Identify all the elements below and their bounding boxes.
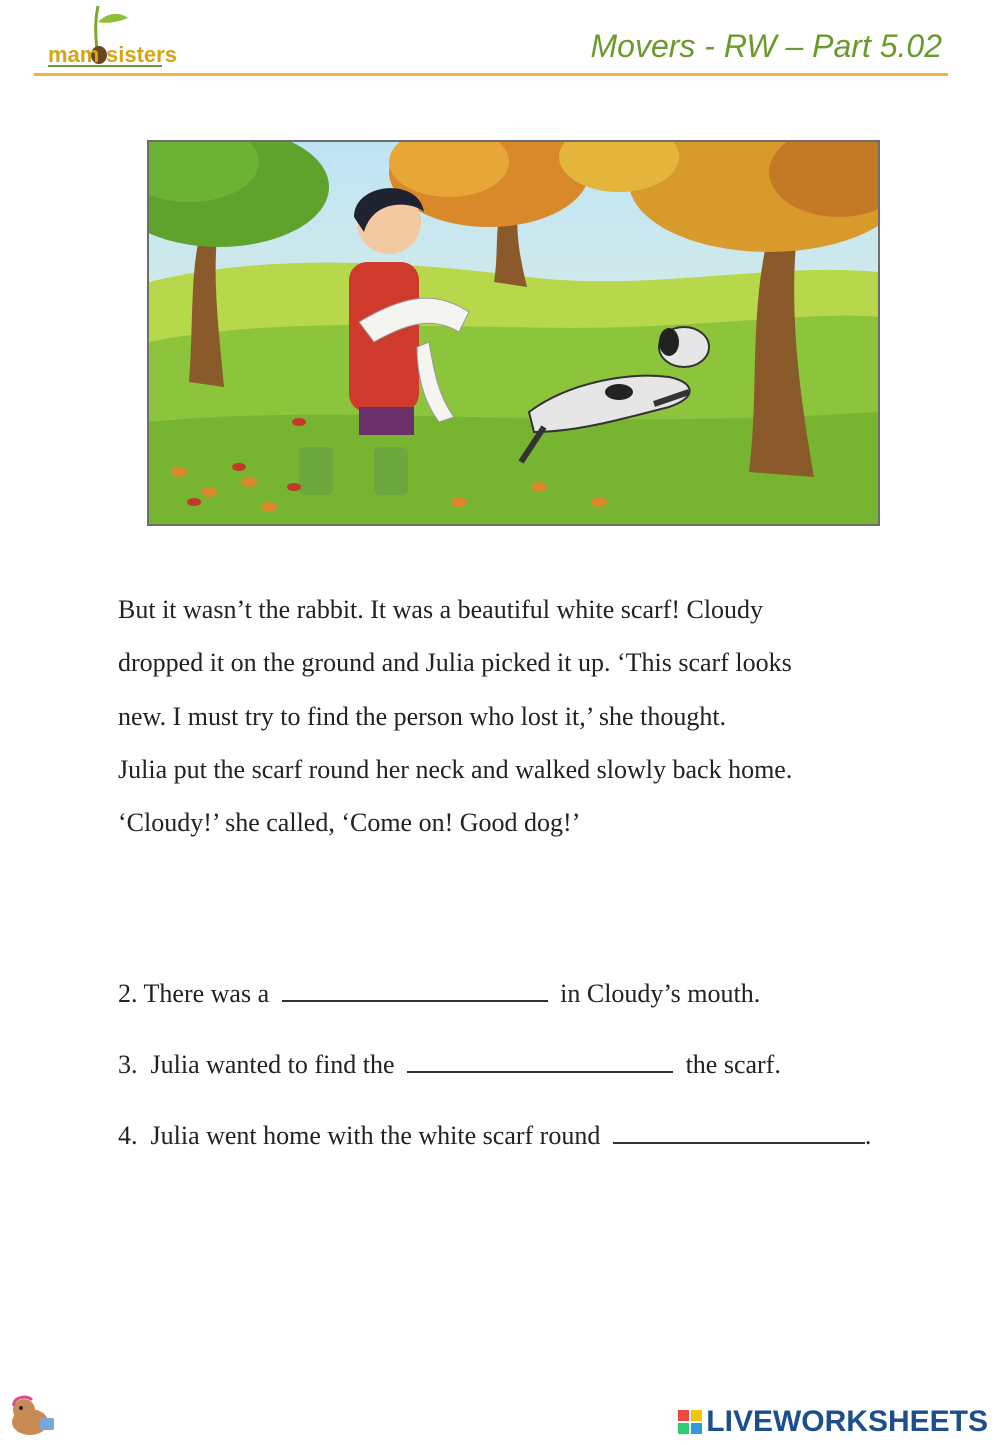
- brand-blocks-icon: [678, 1410, 702, 1434]
- question-text-after: .: [864, 1121, 872, 1150]
- question-text-after: the scarf.: [685, 1050, 781, 1079]
- story-line: Julia put the scarf round her neck and walked slowly back home.: [118, 754, 793, 784]
- svg-text:mam: mam: [48, 42, 100, 67]
- header-divider: [34, 73, 948, 76]
- story-line: ‘Cloudy!’ she called, ‘Come on! Good dog!’: [118, 808, 581, 838]
- question-number: 4.: [118, 1121, 138, 1150]
- story-illustration: [147, 140, 880, 526]
- capybara-icon: [6, 1388, 58, 1440]
- story-paragraph: [118, 583, 918, 849]
- question-4: [118, 1118, 871, 1151]
- brand-logo: [36, 0, 176, 80]
- answer-blank-3[interactable]: [407, 1047, 673, 1073]
- story-line: new. I must try to find the person who lost it,’ she thought.: [118, 701, 727, 731]
- question-3: [118, 1047, 781, 1080]
- question-text-before: Julia wanted to find the: [150, 1050, 395, 1079]
- question-text-before: There was a: [143, 979, 270, 1008]
- question-text-after: in Cloudy’s mouth.: [560, 979, 761, 1008]
- svg-text:sisters: sisters: [106, 42, 176, 67]
- answer-blank-2[interactable]: [282, 976, 548, 1002]
- liveworksheets-logo[interactable]: [678, 1402, 988, 1442]
- question-text-before: Julia went home with the white scarf round: [150, 1121, 601, 1150]
- brand-name: LIVEWORKSHEETS: [706, 1405, 988, 1438]
- worksheet-title: Movers - RW – Part 5.02: [590, 28, 942, 64]
- story-line: But it wasn’t the rabbit. It was a beautiful white scarf! Cloudy: [118, 595, 764, 624]
- story-line: dropped it on the ground and Julia picked it up. ‘This scarf looks: [118, 648, 792, 678]
- question-number: 2.: [118, 979, 138, 1008]
- question-number: 3.: [118, 1050, 138, 1079]
- question-2: [118, 976, 760, 1009]
- answer-blank-4[interactable]: [613, 1118, 865, 1144]
